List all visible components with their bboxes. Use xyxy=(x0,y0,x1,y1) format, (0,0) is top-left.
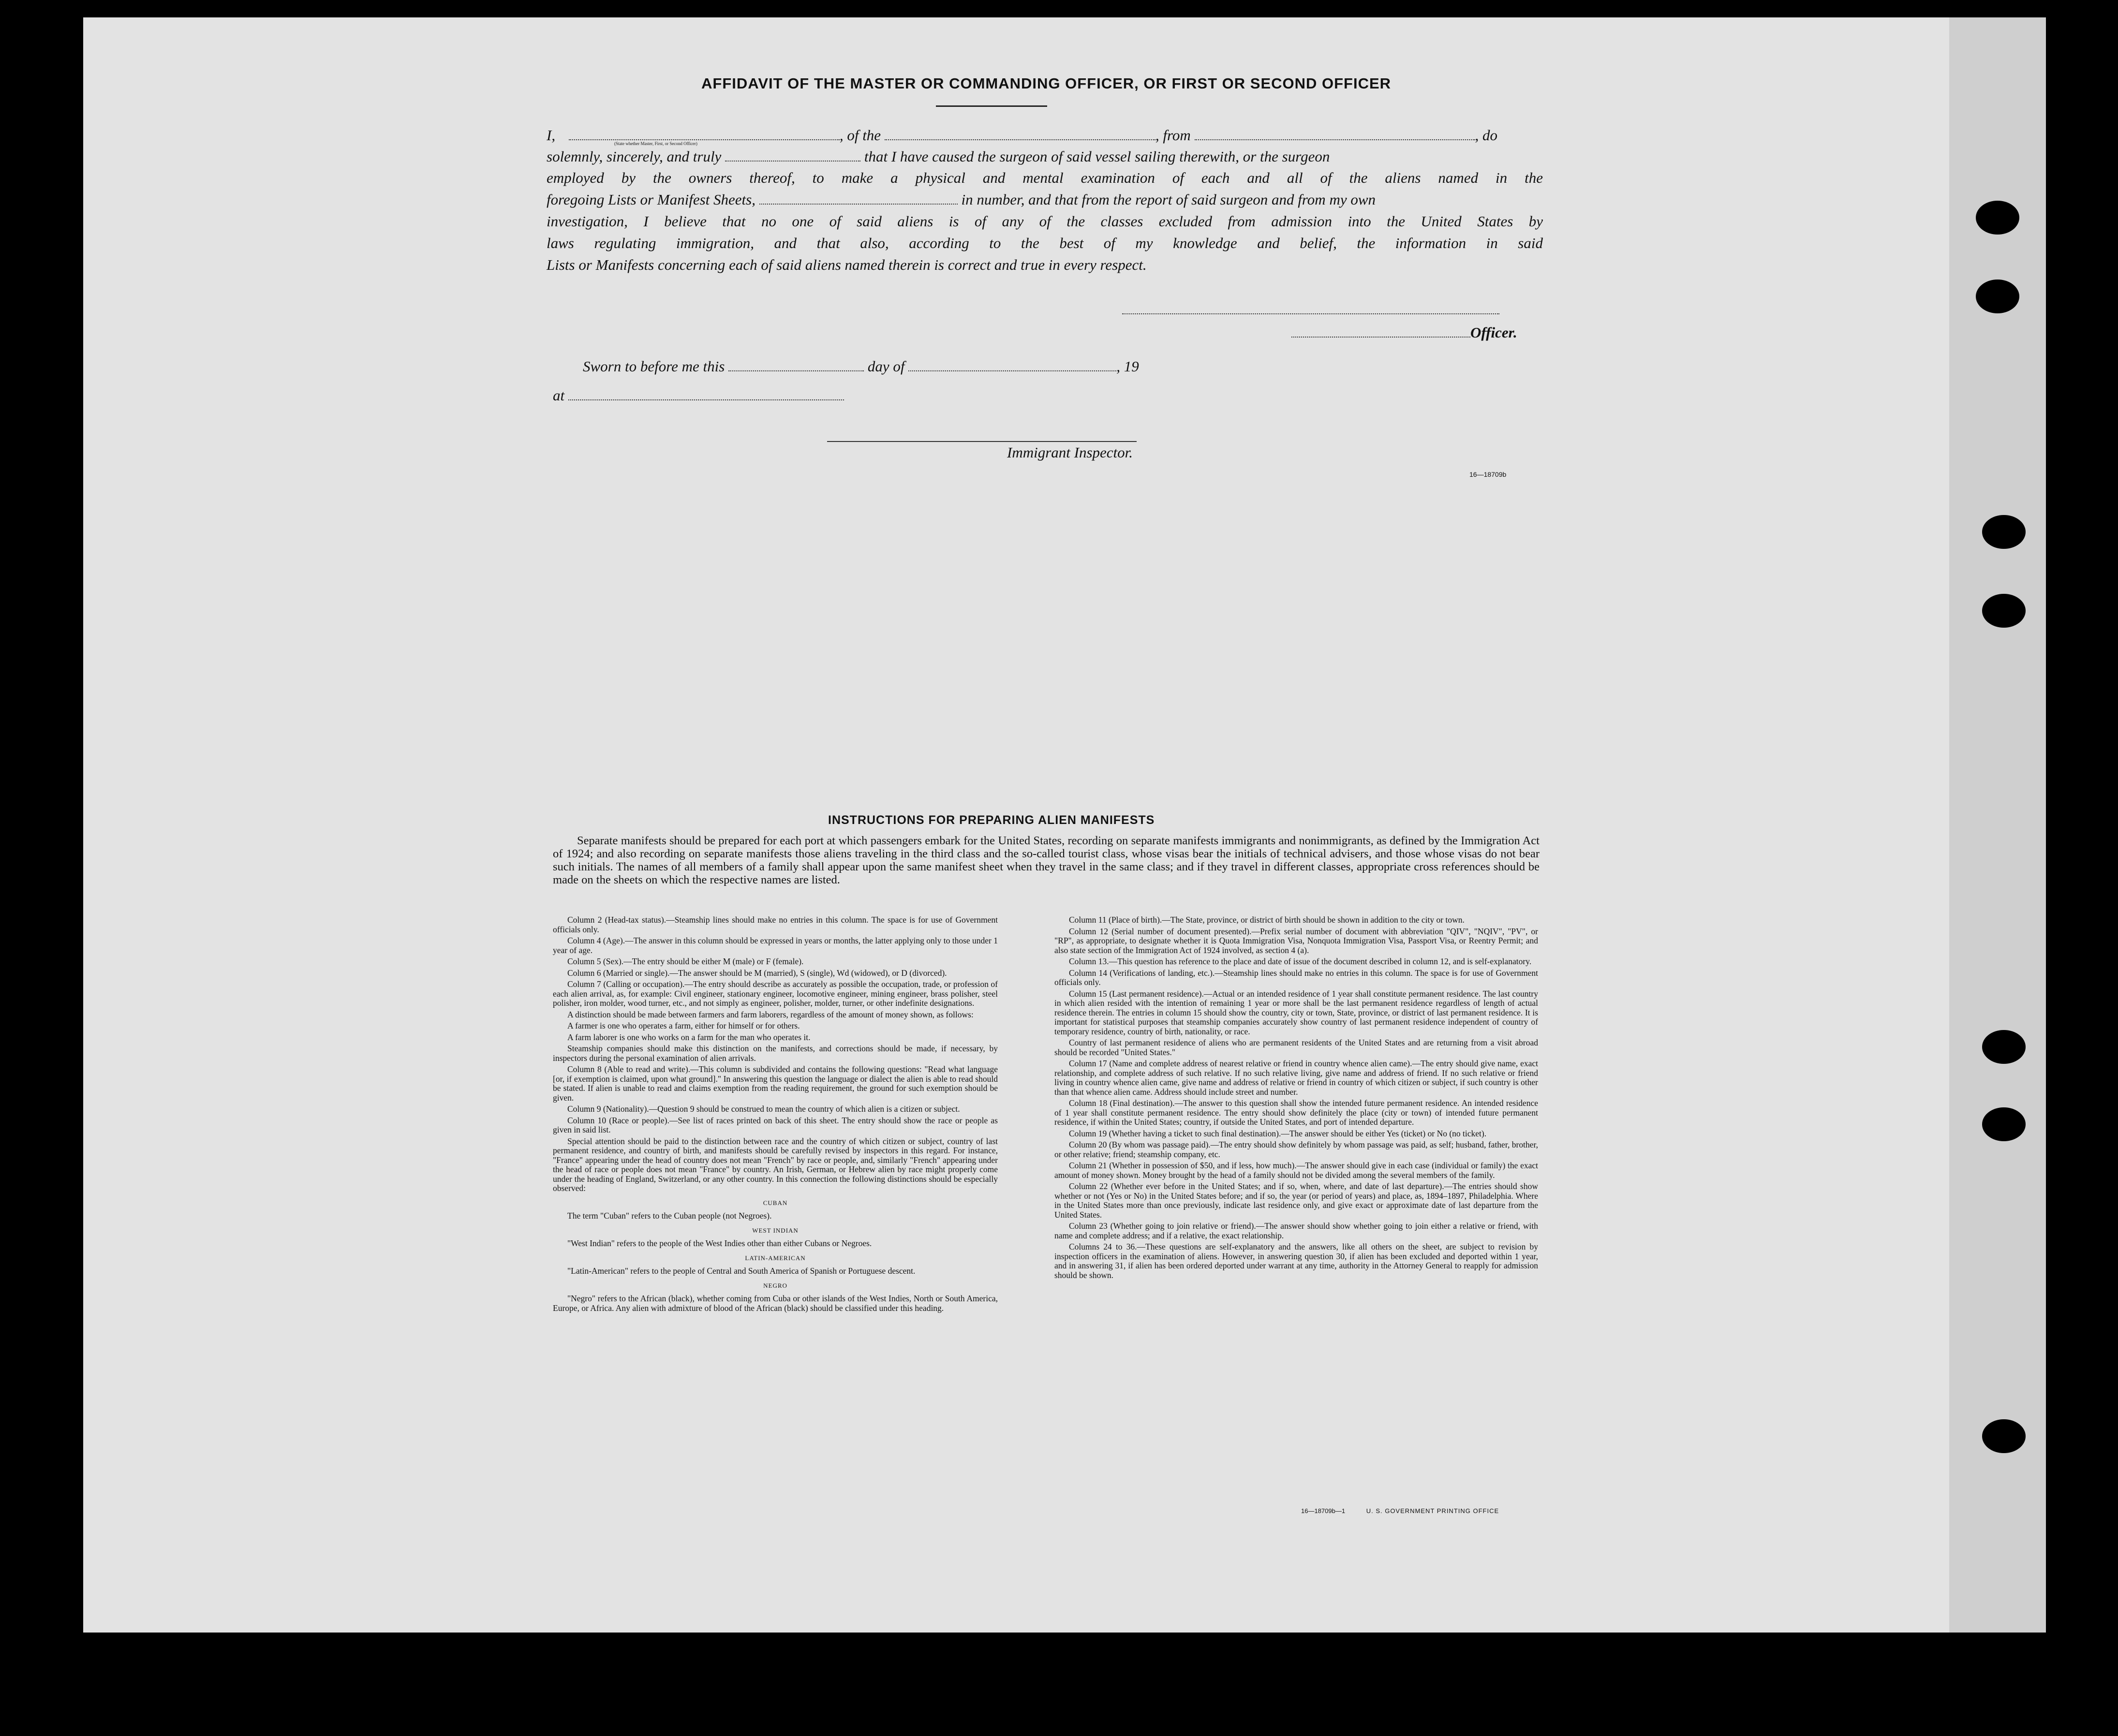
section-heading-west-indian: WEST INDIAN xyxy=(752,1226,799,1234)
instruction-paragraph: Column 18 (Final destination).—The answer to this question shall show the intended future permanent residence. An intended residence of 1 year shall constitute permanent residence. The entry should show definitely the place (city or town) of intended future permanent residence, if within the United States; country, if outside the United States, and port of intended departure. xyxy=(1054,1098,1538,1127)
binding-strip xyxy=(1949,17,2046,1633)
affidavit-text: in number, and that from the report of said surgeon and from my own xyxy=(961,191,1376,208)
sworn-day-field[interactable] xyxy=(728,360,864,371)
instruction-paragraph: Column 19 (Whether having a ticket to such final destination).—The answer should be either Yes (ticket) or No (no ticket). xyxy=(1069,1128,1487,1138)
affidavit-line-3: employed by the owners thereof, to make a physical and mental examination of each and all of the aliens named in the xyxy=(547,169,1543,186)
binder-hole xyxy=(1976,201,2019,235)
from-label: , from xyxy=(1155,127,1191,144)
section-heading-negro: NEGRO xyxy=(763,1281,787,1289)
instructions-right-column xyxy=(1054,915,1538,1282)
instruction-paragraph: Column 23 (Whether going to join relative or friend).—The answer should show whether going to join either a relative or friend, with name and complete address; and if a relative, the exact relationship. xyxy=(1054,1221,1538,1240)
form-number: 16—18709b xyxy=(1469,471,1507,478)
year-label: , 19 xyxy=(1116,358,1139,375)
instruction-paragraph: Column 2 (Head-tax status).—Steamship lines should make no entries in this column. The space is for use of Government officials only. xyxy=(553,915,998,934)
instruction-paragraph: Column 15 (Last permanent residence).—Actual or an intended residence of 1 year shall constitute permanent residence. The last country in which alien resided with the intention of remaining 1 year or more shall be the last permanent residence regardless of length of actual residence therein. The entries in column 15 should show the country, city or town, State, province, or district of last permanent residence. It is important for statistical purposes that steamship companies accurately show country of last permanent residence independent of country of temporary residence, country of birth, nationality, or race. xyxy=(1054,988,1538,1036)
at-label: at xyxy=(553,387,565,404)
instruction-paragraph: Column 8 (Able to read and write).—This column is subdivided and contains the following questions: "Read what language [or, if exemption is claimed, upon what ground]." In answering this question the language or dialect the alien is able to read should be stated. If alien is unable to read and claims exemption from the reading requirement, the ground for such exemption should be given. xyxy=(553,1064,998,1103)
instruction-paragraph: A farmer is one who operates a farm, either for himself or for others. xyxy=(567,1021,800,1030)
instruction-paragraph: The term "Cuban" refers to the Cuban people (not Negroes). xyxy=(567,1211,772,1221)
blank-field[interactable] xyxy=(725,150,860,162)
binder-hole xyxy=(1982,594,2026,628)
section-heading-cuban: CUBAN xyxy=(763,1199,788,1206)
affidavit-line-4 xyxy=(547,191,1543,208)
officer-rank-field[interactable] xyxy=(569,129,840,140)
instruction-paragraph: A farm laborer is one who works on a farm for the man who operates it. xyxy=(567,1032,811,1042)
rank-instruction-note: (State whether Master, First, or Second Officer) xyxy=(614,141,697,146)
instruction-paragraph: Column 12 (Serial number of document presented).—Prefix serial number of document with abbreviation "QIV", "NQIV", "PV", or "RP", as appropriate, to designate whether it is Quota Immigration Visa, Nonquota Immigration Visa, Passport Visa, or Reentry Permit; and also state section of the Immigration Act of 1924 involved, as section 4 (a). xyxy=(1054,926,1538,955)
instruction-paragraph: Columns 24 to 36.—These questions are self-explanatory and the answers, like all others on the sheet, are subject to revision by inspection officers in the examination of aliens. However, in answering question 30, if alien has been excluded and deported within 1 year, and in answering 31, if alien has been ordered deported under warrant at any time, authority in the Attorney General to reapply for admission should be shown. xyxy=(1054,1242,1538,1280)
instruction-paragraph: Column 22 (Whether ever before in the United States; and if so, when, where, and date of last departure).—The entries should show whether or not (Yes or No) in the United States before; and if so, the year (or period of years) and place, as, 1894–1897, Philadelphia. Where in the United States more than once previously, indicate last residence only, and give exact or approximate date of last departure from the United States. xyxy=(1054,1181,1538,1220)
instructions-title: INSTRUCTIONS FOR PREPARING ALIEN MANIFESTS xyxy=(828,813,1155,827)
binder-hole xyxy=(1982,1419,2026,1453)
instruction-paragraph: "West Indian" refers to the people of the West Indies other than either Cubans or Negroes. xyxy=(567,1238,872,1248)
affidavit-text: foregoing Lists or Manifest Sheets, xyxy=(547,191,755,208)
instruction-paragraph: Column 7 (Calling or occupation).—The entry should describe as accurately as possible the occupation, trade, or profession of each alien arrival, as, for example: Civil engineer, stationary engineer, locomotive engineer, mining engineer, brass polisher, steel polisher, iron molder, wood turner, etc., and not simply as engineer, polisher, molder, turner, or other indefinite designations. xyxy=(553,979,998,1008)
instructions-left-column xyxy=(553,915,998,1315)
day-of-label: day of xyxy=(867,358,905,375)
do-label: , do xyxy=(1475,127,1497,144)
inspector-label: Immigrant Inspector. xyxy=(1007,444,1133,461)
instruction-paragraph: A distinction should be made between farmers and farm laborers, regardless of the amount of money shown, as follows: xyxy=(567,1009,974,1019)
title-underline xyxy=(936,105,1047,107)
sworn-line xyxy=(583,358,1260,375)
instruction-paragraph: Column 9 (Nationality).—Question 9 should be construed to mean the country of which alien is a citizen or subject. xyxy=(567,1104,960,1114)
instruction-paragraph: Column 13.—This question has reference to the place and date of issue of the document described in column 12, and is self-explanatory. xyxy=(1069,956,1532,966)
binder-hole xyxy=(1982,1107,2026,1141)
instruction-paragraph: Steamship companies should make this distinction on the manifests, and corrections should be made, if necessary, by inspectors during the personal examination of alien arrivals. xyxy=(553,1044,998,1063)
officer-label: Officer. xyxy=(1470,324,1517,341)
binder-hole xyxy=(1976,280,2019,313)
binder-hole xyxy=(1982,1030,2026,1064)
officer-signature-field[interactable] xyxy=(1291,326,1470,338)
instruction-paragraph: Column 14 (Verifications of landing, etc.).—Steamship lines should make no entries in this column. The space is for use of Government officials only. xyxy=(1054,968,1538,987)
affidavit-text: solemnly, sincerely, and truly xyxy=(547,148,722,165)
sheet-count-field[interactable] xyxy=(759,193,958,205)
instructions-intro: Separate manifests should be prepared for each port at which passengers embark for the United States, recording on separate manifests immigrants and nonimmigrants, as defined by the Immigration Act of 1924; and also recording on separate manifests those aliens traveling in the third class and the so-called tourist class, whose visas bear the initials of technical advisers, and those whose visas do not bear such initials. The names of all members of a family shall appear upon the same manifest sheet when they travel in the same class; and if they travel in different classes, appropriate cross references should be made on the sheets on which the respective names are listed. xyxy=(553,834,1540,886)
instruction-paragraph: "Negro" refers to the African (black), whether coming from Cuba or other islands of the West Indies, North or South America, Europe, or Africa. Any alien with admixture of blood of the African (black) should be classified under this heading. xyxy=(553,1294,998,1313)
instruction-paragraph: Column 5 (Sex).—The entry should be either M (male) or F (female). xyxy=(567,956,804,966)
affidavit-line-2 xyxy=(547,148,1543,165)
affidavit-line-5: investigation, I believe that no one of said aliens is of any of the classes excluded from admission into the United States by xyxy=(547,213,1543,230)
affidavit-text: that I have caused the surgeon of said vessel sailing therewith, or the surgeon xyxy=(864,148,1330,165)
sworn-text: Sworn to before me this xyxy=(583,358,725,375)
officer-line xyxy=(1291,324,1543,341)
instruction-paragraph: Column 11 (Place of birth).—The State, province, or district of birth should be shown in addition to the city or town. xyxy=(1069,915,1465,925)
sworn-month-field[interactable] xyxy=(908,360,1116,371)
at-line xyxy=(553,387,940,404)
affidavit-line-6: laws regulating immigration, and that also, according to the best of my knowledge and belief, the information in said xyxy=(547,235,1543,251)
instruction-paragraph: Column 17 (Name and complete address of nearest relative or friend in country whence alien came).—The entry should give name, exact relationship, and complete address of such relative. If no such relative living, give name and address of friend. If no such relative or friend living in country whence alien came, give name and address of relative or friend in country of which citizen or subject, if such country is other than that whence alien came. Address should include street and number. xyxy=(1054,1059,1538,1097)
instruction-paragraph: Column 20 (By whom was passage paid).—The entry should show definitely by whom passage was paid, as self; husband, father, brother, or other relative; friend; steamship company, etc. xyxy=(1054,1140,1538,1159)
affidavit-line-7: Lists or Manifests concerning each of said aliens named therein is correct and true in every respect. xyxy=(547,256,1147,273)
sworn-place-field[interactable] xyxy=(568,389,844,400)
vessel-name-field[interactable] xyxy=(885,129,1155,140)
section-heading-latin-american: LATIN-AMERICAN xyxy=(745,1254,806,1262)
footer-form-code: 16—18709b—1 xyxy=(1301,1507,1346,1515)
instruction-paragraph: "Latin-American" refers to the people of Central and South America of Spanish or Portuguese descent. xyxy=(567,1266,916,1276)
signature-line[interactable] xyxy=(1122,313,1499,314)
footer-codes xyxy=(1301,1507,1499,1515)
instruction-paragraph: Column 4 (Age).—The answer in this column should be expressed in years or months, the latter applying only to those under 1 year of age. xyxy=(553,936,998,955)
instruction-paragraph: Column 10 (Race or people).—See list of races printed on back of this sheet. The entry should show the race or people as given in said list. xyxy=(553,1115,998,1134)
instruction-paragraph: Column 21 (Whether in possession of $50, and if less, how much).—The answer should give in each case (individual or family) the exact amount of money shown. Money brought by the head of a family should not be divided among the several members of the family. xyxy=(1054,1161,1538,1180)
inspector-signature-line[interactable] xyxy=(827,441,1137,442)
affidavit-title: AFFIDAVIT OF THE MASTER OR COMMANDING OFFICER, OR FIRST OR SECOND OFFICER xyxy=(701,75,1392,92)
of-the-label: , of the xyxy=(839,127,881,144)
instruction-paragraph: Column 6 (Married or single).—The answer should be M (married), S (single), Wd (widowed), or D (divorced). xyxy=(567,968,947,978)
printing-office-label: U. S. GOVERNMENT PRINTING OFFICE xyxy=(1366,1507,1499,1515)
instruction-paragraph: Special attention should be paid to the distinction between race and the country of which citizen or subject, country of last permanent residence, and country of birth, and manifests should be carefully revised by inspectors in this regard. For instance, "France" appearing under the head of country does not mean "French" by race or people, and, similarly "French" appearing under the head of race or people does not mean "France" by country. An Irish, German, or Hebrew alien by race might properly come under the heading of England, Switzerland, or any other country. In this connection the following distinctions should be especially observed: xyxy=(553,1136,998,1193)
binder-hole xyxy=(1982,515,2026,549)
port-from-field[interactable] xyxy=(1195,129,1475,140)
instruction-paragraph: Country of last permanent residence of aliens who are permanent residents of the United States and are returning from a visit abroad should be recorded "United States." xyxy=(1054,1038,1538,1057)
i-label: I, xyxy=(547,127,556,144)
